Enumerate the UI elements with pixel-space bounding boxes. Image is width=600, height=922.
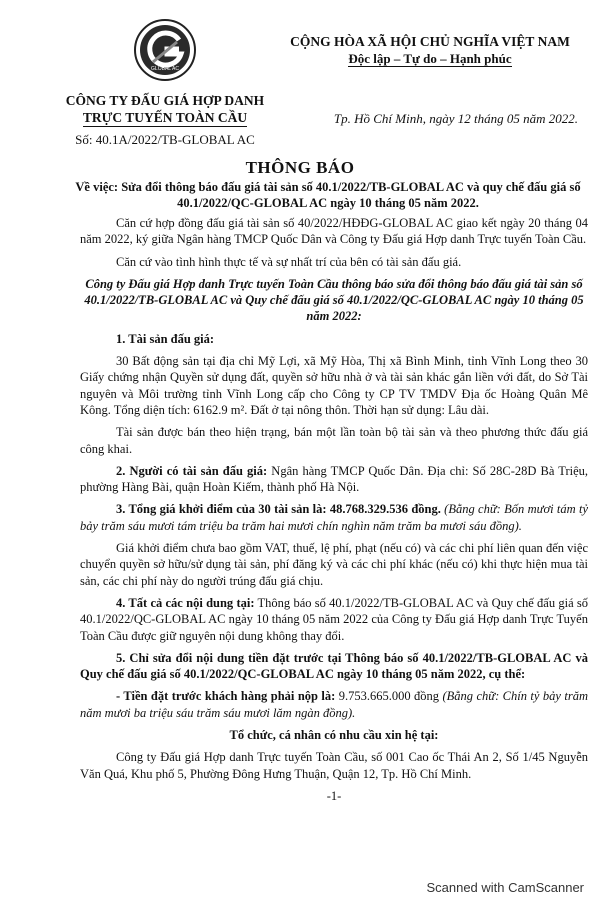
country-name: CỘNG HÒA XÃ HỘI CHỦ NGHĨA VIỆT NAM: [290, 34, 570, 49]
deposit-amount: 9.753.665.000 đồng: [335, 689, 440, 704]
motto-text: Độc lập – Tự do – Hạnh phúc: [348, 51, 512, 66]
contact-heading: Tổ chức, cá nhân có nhu cầu xin hệ tại:: [229, 728, 439, 743]
contact-text: Công ty Đấu giá Hợp danh Trực tuyến Toàn Cầu, số 001 Cao ốc Thái An 2, Số 1/45 Nguyễn Văn Quá, Khu phố 5, Phường Đông Hưng Thuận, Quận 12, Tp. Hồ Chí Minh.: [80, 750, 588, 781]
section-1-heading: 1. Tài sản đấu giá:: [116, 331, 215, 346]
section-1-text: 30 Bất động sản tại địa chỉ Mỹ Lợi, xã Mỹ Hòa, Thị xã Bình Minh, tỉnh Vĩnh Long theo 30 Giấy chứng nhận Quyền sử dụng đất, quyền sở hữu nhà ở và tài sản khác gắn liền với đất, do Sở Tài nguyên và Môi trường tỉnh Vĩnh Long cấp cho Công ty CP TV TMDV Địa ốc Hoàng Quân Mê Kông. Tổng diện tích: 6162.9 m². Đất ở tại nông thôn. Thời hạn sử dụng: Lâu dài.: [80, 354, 588, 417]
section-4-heading: 4. Tất cả các nội dung tại:: [116, 595, 255, 610]
document-body: [80, 215, 588, 810]
deposit-words: (Bằng chữ: Chín tỷ bảy trăm năm mươi ba triệu sáu trăm sáu mươi lăm ngàn đồng).: [80, 689, 588, 720]
page-number: -1-: [326, 788, 342, 803]
document-subject: Về việc: Sửa đổi thông báo đấu giá tài sản số 40.1/2022/TB-GLOBAL AC và quy chế đấu giá số 40.1/2022/QC-GLOBAL AC ngày 10 tháng 05 năm 2022.: [75, 180, 581, 210]
place-date: Tp. Hồ Chí Minh, ngày 12 tháng 05 năm 2022.: [333, 111, 578, 126]
scanner-watermark: Scanned with CamScanner: [426, 880, 584, 895]
company-name: [40, 92, 290, 127]
section-1-text-2: Tài sản được bán theo hiện trạng, bán một lần toàn bộ tài sản và theo phương thức đấu giá công khai.: [80, 425, 588, 456]
document-title: THÔNG BÁO: [245, 158, 355, 177]
section-3-text-2: Giá khởi điểm chưa bao gồm VAT, thuế, lệ phí, phạt (nếu có) và các chi phí liên quan đến việc chuyển quyền sở hữu/sử dụng tài sản, phí đăng ký và các chi phí khác (nếu có) khi thực hiện mua tài sản, các chi phí này do người trúng đấu giá chịu.: [80, 541, 588, 588]
company-logo: [133, 18, 197, 82]
section-2-heading: 2. Người có tài sản đấu giá:: [116, 463, 268, 478]
section-4-text: Thông báo số 40.1/2022/TB-GLOBAL AC và Quy chế đấu giá số 40.1/2022/QC-GLOBAL AC ngày 10 tháng 05 năm 2022 của Công ty Đấu giá Hợp danh Trực Tuyến Toàn Cầu được giữ nguyên nội dung không thay đổi.: [80, 595, 588, 643]
section-4: [80, 595, 588, 644]
section-2-text: Ngân hàng TMCP Quốc Dân. Địa chỉ: Số 28C-28D Bà Triệu, phường Hàng Bài, quận Hoàn Kiếm, thành phố Hà Nội.: [80, 463, 588, 495]
company-name-line1: CÔNG TY ĐẤU GIÁ HỢP DANH: [65, 93, 265, 108]
section-3: [80, 501, 588, 534]
section-2: [80, 463, 588, 496]
logo-text: GLOBAL AC: [151, 66, 179, 72]
national-motto: [265, 51, 595, 67]
section-5-heading: 5. Chỉ sửa đổi nội dung tiền đặt trước tại Thông báo số 40.1/2022/TB-GLOBAL AC và Quy chế đấu giá số 40.1/2022/QC-GLOBAL AC ngày 10 tháng 05 năm 2022, cụ thể:: [80, 650, 588, 682]
company-name-line2: TRỰC TUYẾN TOÀN CẦU: [82, 110, 248, 125]
basis-paragraph-2: Căn cứ vào tình hình thực tế và sự nhất trí của bên có tài sản đấu giá.: [116, 254, 462, 269]
basis-paragraph-1: Căn cứ hợp đồng đấu giá tài sản số 40/2022/HĐĐG-GLOBAL AC giao kết ngày 20 tháng 04 năm 2022, ký giữa Ngân hàng TMCP Quốc Dân và Công ty Đấu giá Hợp danh Trực tuyến Toàn Cầu.: [80, 216, 588, 247]
document-number: Số: 40.1A/2022/TB-GLOBAL AC: [75, 132, 255, 147]
section-3-words: (Bằng chữ: Bốn mươi tám tỷ bảy trăm sáu mươi tám triệu ba trăm hai mươi chín nghìn năm trăm ba mươi sáu đồng).: [80, 502, 588, 533]
section-3-heading: 3. Tổng giá khởi điểm của 30 tài sản là: 48.768.329.536 đồng.: [116, 502, 441, 517]
deposit-line: [80, 688, 588, 721]
announcement-intro: Công ty Đấu giá Hợp danh Trực tuyến Toàn Cầu thông báo sửa đổi thông báo đấu giá tài sản số 40.1/2022/TB-GLOBAL AC và Quy chế đấu giá số 40.1/2022/QC-GLOBAL AC ngày 10 tháng 05 năm 2022:: [84, 276, 584, 324]
deposit-heading: - Tiền đặt trước khách hàng phải nộp là:: [116, 689, 336, 704]
